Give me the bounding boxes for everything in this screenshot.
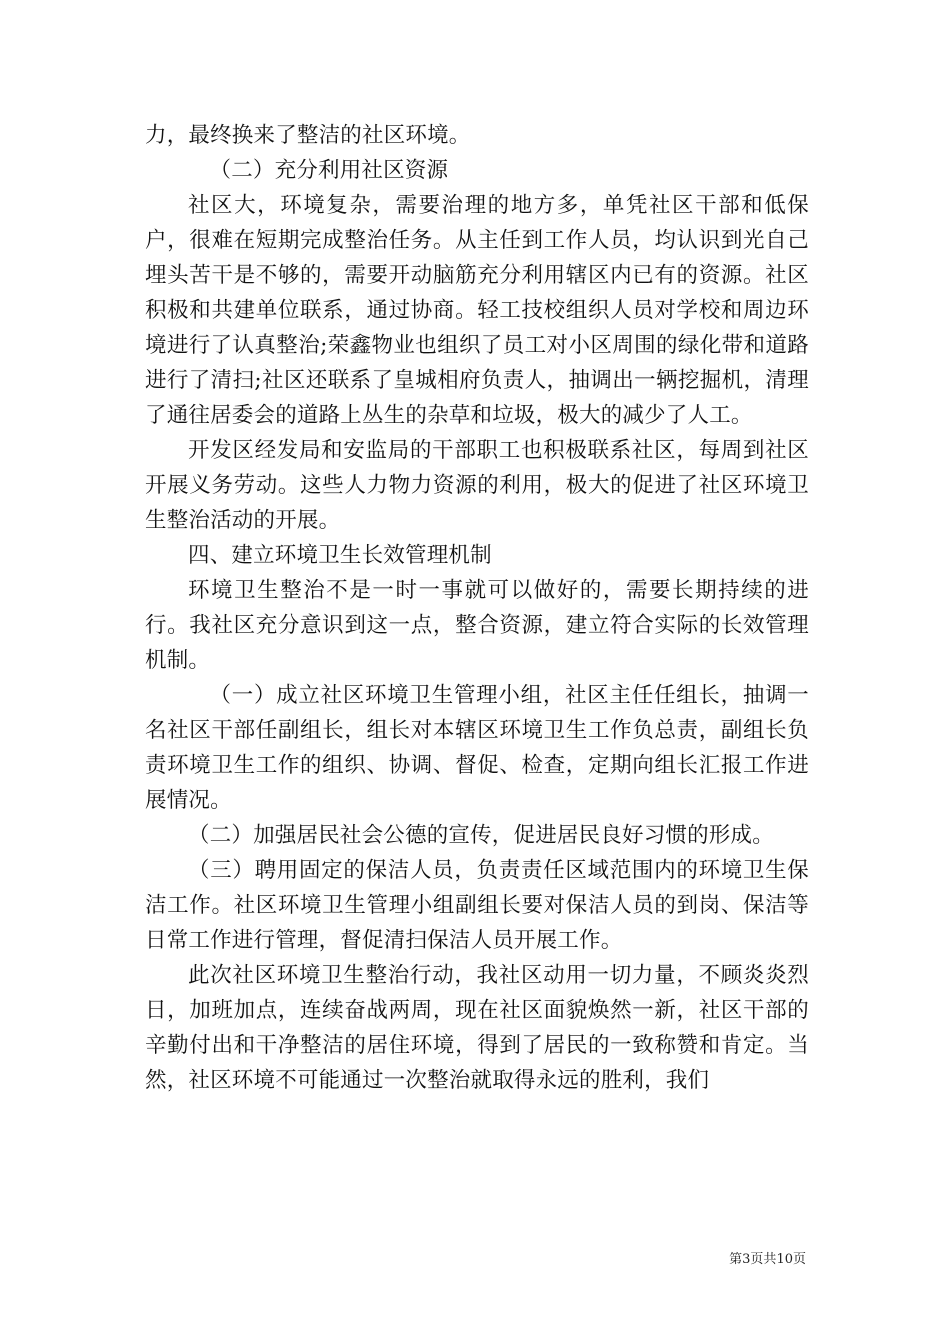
footer-suffix: 页 xyxy=(792,1252,806,1267)
footer-prefix: 第 xyxy=(729,1252,743,1267)
paragraph-6: 环境卫生整治不是一时一事就可以做好的，需要长期持续的进行。我社区充分意识到这一点，整合资源，建立符合实际的长效管理机制。 xyxy=(145,578,809,673)
total-pages-number: 10 xyxy=(776,1252,793,1267)
page-number-footer xyxy=(729,1248,806,1267)
paragraph-1: 力，最终换来了整洁的社区环境。 xyxy=(145,123,471,148)
paragraph-9: （三）聘用固定的保洁人员，负责责任区域范围内的环境卫生保洁工作。社区环境卫生管理小组副组长要对保洁人员的到岗、保洁等日常工作进行管理，督促清扫保洁人员开展工作。 xyxy=(145,858,809,953)
paragraph-3: 社区大，环境复杂，需要治理的地方多，单凭社区干部和低保户，很难在短期完成整治任务。从主任到工作人员，均认识到光自己埋头苦干是不够的，需要开动脑筋充分利用辖区内已有的资源。社区积极和共建单位联系，通过协商。轻工技校组织人员对学校和周边环境进行了认真整治;荣鑫物业也组织了员工对小区周围的绿化带和道路进行了清扫;社区还联系了皇城相府负责人，抽调出一辆挖掘机，清理了通往居委会的道路上丛生的杂草和垃圾，极大的减少了人工。 xyxy=(145,193,809,428)
paragraph-4: 开发区经发局和安监局的干部职工也积极联系社区，每周到社区开展义务劳动。这些人力物力资源的利用，极大的促进了社区环境卫生整治活动的开展。 xyxy=(145,438,809,533)
paragraph-2: （二）充分利用社区资源 xyxy=(209,158,449,183)
paragraph-7: （一）成立社区环境卫生管理小组，社区主任任组长，抽调一名社区干部任副组长，组长对本辖区环境卫生工作负总责，副组长负责环境卫生工作的组织、协调、督促、检查，定期向组长汇报工作进展情况。 xyxy=(145,683,809,813)
paragraph-8: （二）加强居民社会公德的宣传，促进居民良好习惯的形成。 xyxy=(188,823,774,848)
document-body xyxy=(145,118,809,1098)
footer-middle: 页共 xyxy=(750,1252,777,1267)
section-heading-4: 四、建立环境卫生长效管理机制 xyxy=(188,543,492,568)
current-page-number: 3 xyxy=(742,1252,751,1267)
paragraph-10: 此次社区环境卫生整治行动，我社区动用一切力量，不顾炎炎烈日，加班加点，连续奋战两周，现在社区面貌焕然一新，社区干部的辛勤付出和干净整洁的居住环境，得到了居民的一致称赞和肯定。当然，社区环境不可能通过一次整治就取得永远的胜利，我们 xyxy=(145,963,809,1093)
